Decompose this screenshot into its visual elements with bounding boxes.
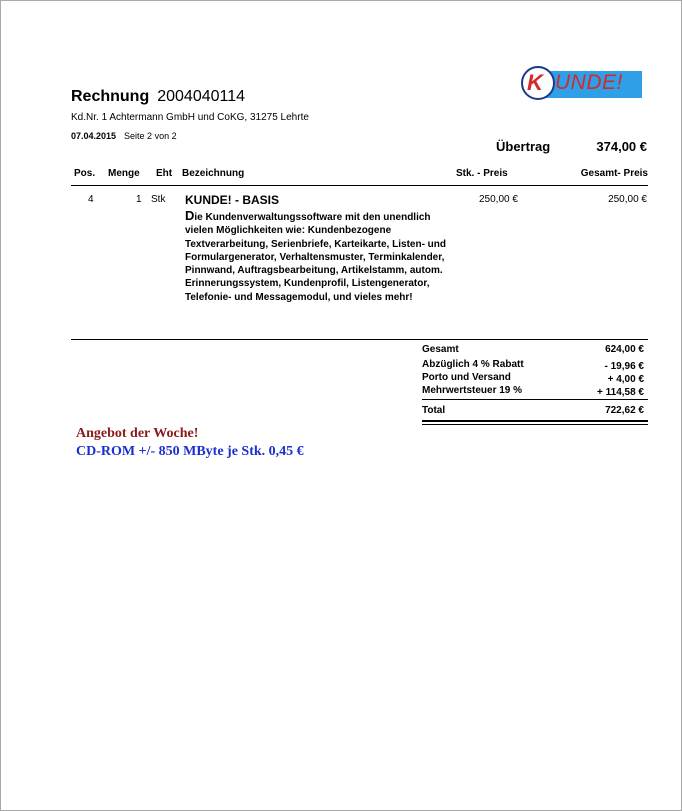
kunde-logo — [521, 65, 644, 101]
header-unit: Eht — [156, 168, 173, 179]
offer-title: Angebot der Woche! — [76, 426, 199, 441]
row-total-price: 250,00 € — [608, 194, 647, 205]
header-qty: Menge — [108, 168, 140, 179]
invoice-date: 07.04.2015 — [71, 131, 117, 141]
subtotal-value: 624,00 € — [605, 344, 644, 355]
discount-value: - 19,96 € — [604, 361, 644, 372]
shipping-value: + 4,00 € — [607, 374, 644, 385]
header-description: Bezeichnung — [182, 168, 245, 179]
carryover-label: Übertrag — [496, 139, 551, 154]
vat-value: + 114,58 € — [597, 387, 644, 398]
header-divider — [71, 185, 648, 186]
row-qty: 1 — [136, 194, 142, 205]
row-unit: Stk — [151, 194, 166, 205]
carryover-value: 374,00 € — [596, 139, 647, 154]
logo-text: UNDE! — [555, 71, 623, 94]
product-name: KUNDE! - BASIS — [185, 193, 280, 207]
total-value: 722,62 € — [605, 405, 644, 416]
vat-label: Mehrwertsteuer 19 % — [422, 385, 523, 396]
total-label: Total — [422, 405, 446, 416]
row-pos: 4 — [88, 194, 94, 205]
discount-label: Abzüglich 4 % Rabatt — [422, 359, 524, 370]
shipping-label: Porto und Versand — [422, 372, 511, 383]
total-double-line-top — [422, 420, 648, 422]
header-total-price: Gesamt- Preis — [580, 168, 648, 179]
row-divider — [71, 339, 648, 340]
invoice-label: Rechnung — [71, 88, 150, 105]
logo-letter: K — [527, 70, 543, 95]
description-text: ie Kundenverwaltungssoftware mit den unendlich vielen Möglichkeiten wie: Kundenbezogene Textverarbeitung, Serienbriefe, Karteikarte, Listen- und Formulargenerator, Verhaltensmuster, Terminkalender, Pinnwand, Auftragsbearbeitung, Artikelstamm, autom. Erinnerungssystem, Kundenprofil, Listengenerator, Telefonie- und Messagemodul, und vieles mehr! — [185, 212, 446, 303]
page-indicator: Seite 2 von 2 — [124, 131, 177, 141]
total-double-line-bottom — [422, 424, 648, 425]
customer-line: Kd.Nr. 1 Achtermann GmbH und CoKG, 31275 Lehrte — [71, 112, 309, 123]
product-description — [185, 209, 457, 304]
header-unit-price: Stk. - Preis — [456, 168, 508, 179]
totals-divider — [422, 399, 648, 400]
description-initial: D — [185, 208, 195, 223]
header-pos: Pos. — [74, 168, 96, 179]
date-line — [71, 131, 177, 141]
invoice-number: 2004040114 — [157, 88, 246, 105]
invoice-title — [71, 88, 245, 106]
offer-text: CD-ROM +/- 850 MByte je Stk. 0,45 € — [76, 444, 304, 459]
subtotal-label: Gesamt — [422, 344, 459, 355]
row-unit-price: 250,00 € — [479, 194, 518, 205]
